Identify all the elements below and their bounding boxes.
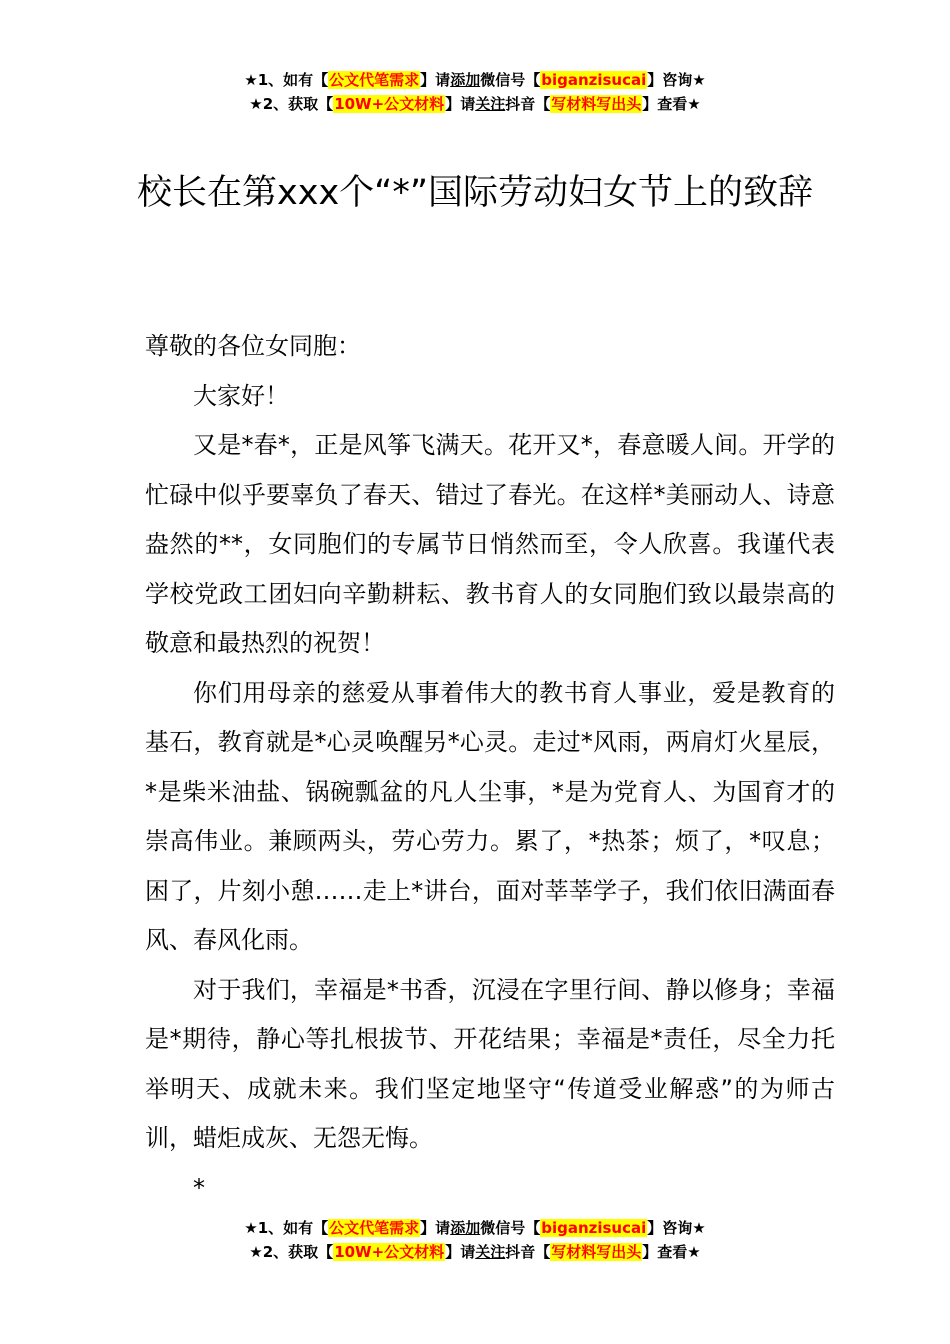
paragraph: 对于我们，幸福是*书香，沉浸在字里行间、静以修身；幸福是*期待，静心等扎根拔节、开花结果；幸福是*责任，尽全力托举明天、成就未来。我们坚定地坚守“传道受业解惑”的为师古训，蜡炬成灰、无怨无悔。 <box>145 975 835 1152</box>
highlight-douyin: 写材料写出头 <box>551 1243 642 1261</box>
highlight-materials: 10W+公文材料 <box>334 1243 445 1261</box>
paragraph: 又是*春*，正是风筝飞满天。花开又*，春意暖人间。开学的忙碌中似乎要辜负了春天、错过了春光。在这样*美丽动人、诗意盎然的**，女同胞们的专属节日悄然而至，令人欣喜。我谨代表学校党政工团妇向辛勤耕耘、教书育人的女同胞们致以最崇高的敬意和最热烈的祝贺！ <box>145 431 835 657</box>
document-body <box>145 322 835 1213</box>
salutation: 尊敬的各位女同胞： <box>145 332 361 360</box>
highlight-douyin: 写材料写出头 <box>551 95 642 113</box>
paragraph: 你们用母亲的慈爱从事着伟大的教书育人事业，爱是教育的基石，教育就是*心灵唤醒另*心灵。走过*风雨，两肩灯火星辰，*是柴米油盐、锅碗瓢盆的凡人尘事，*是为党育人、为国育才的崇高伟业。兼顾两头，劳心劳力。累了，*热茶；烦了，*叹息；困了，片刻小憩……走上*讲台，面对莘莘学子，我们依旧满面春风、春风化雨。 <box>145 678 835 954</box>
highlight-ghostwriting: 公文代笔需求 <box>329 1219 420 1237</box>
highlight-wechat-id: biganzisucai <box>541 1219 647 1237</box>
banner-line-1: ★1、如有【公文代笔需求】请添加微信号【biganzisucai】咨询★ <box>244 1219 706 1237</box>
highlight-wechat-id: biganzisucai <box>541 71 647 89</box>
header-banner <box>0 68 950 116</box>
greeting: 大家好！ <box>193 381 289 410</box>
highlight-materials: 10W+公文材料 <box>334 95 445 113</box>
banner-line-1: ★1、如有【公文代笔需求】请添加微信号【biganzisucai】咨询★ <box>244 71 706 89</box>
banner-line-2: ★2、获取【10W+公文材料】请关注抖音【写材料写出头】查看★ <box>249 1243 701 1261</box>
highlight-ghostwriting: 公文代笔需求 <box>329 71 420 89</box>
paragraph: * <box>193 1173 205 1202</box>
banner-line-2: ★2、获取【10W+公文材料】请关注抖音【写材料写出头】查看★ <box>249 95 701 113</box>
footer-banner <box>0 1216 950 1264</box>
document-title: 校长在第xxx个“*”国际劳动妇女节上的致辞 <box>137 173 813 213</box>
